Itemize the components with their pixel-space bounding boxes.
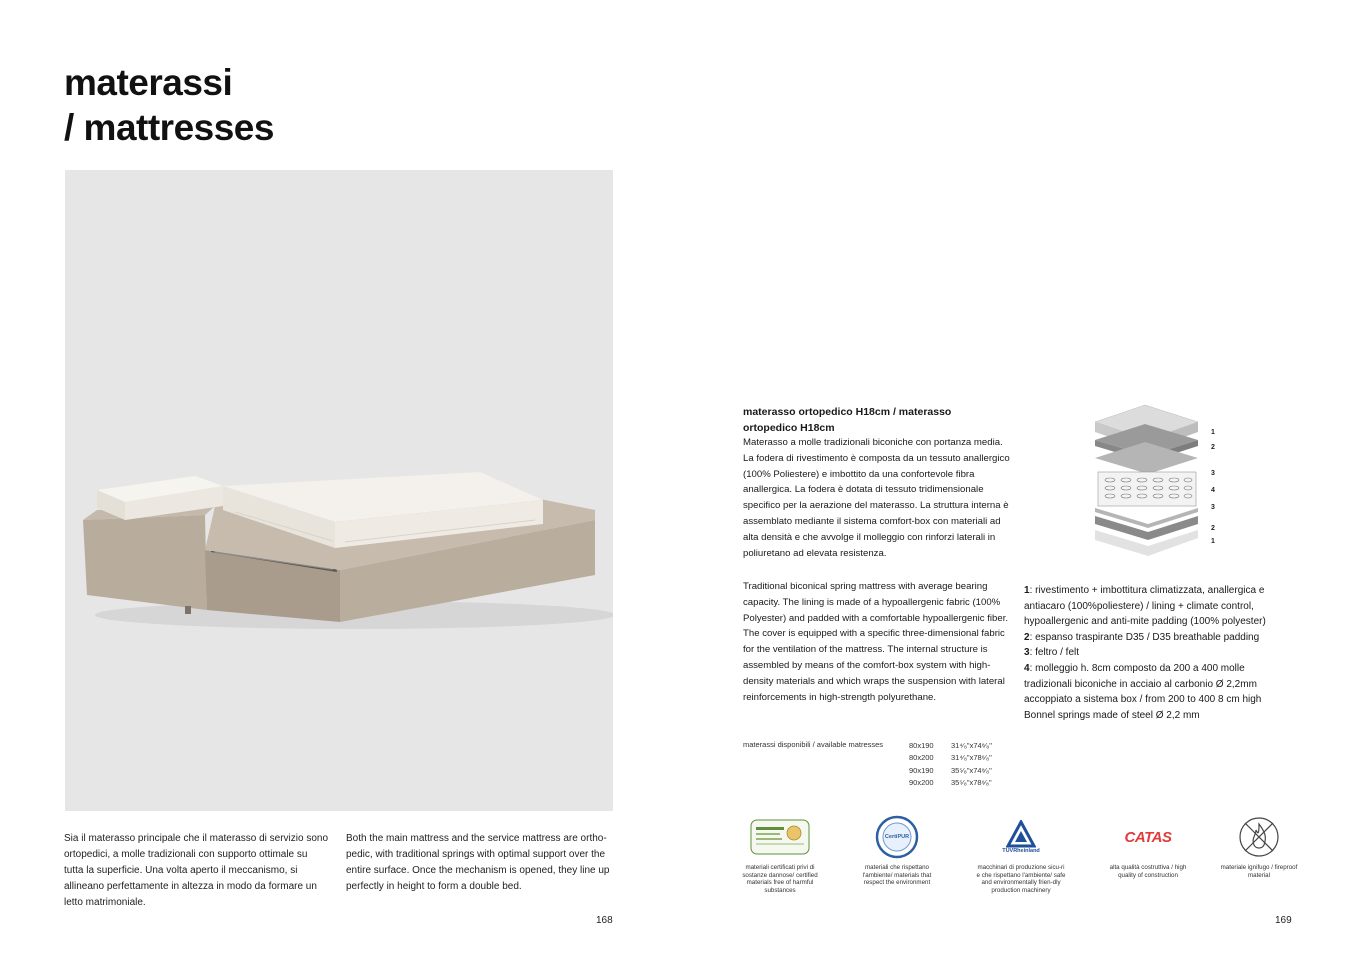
page-title: [64, 60, 274, 150]
catas-text: CATAS: [1124, 828, 1172, 846]
layer-label-3-bottom: 3: [1211, 504, 1215, 511]
page-number-left: 168: [596, 915, 613, 926]
tuv-rheinland-icon: [976, 812, 1066, 862]
cert-catas: [1103, 812, 1193, 879]
layer-label-1-bottom: 1: [1211, 538, 1215, 545]
sizes-cm: [909, 740, 934, 789]
size-cm: 80x200: [909, 753, 934, 763]
page-number-right: 169: [1275, 915, 1292, 926]
cert-label: materiali che rispettano l'ambiente/ materials that respect the environment: [862, 864, 932, 887]
description-english: Traditional biconical spring mattress with average bearing capacity. The lining is made of a hypoallergenic fabric (100% Polyester) and padded with a comfortable hypoallergenic fiber. The cover is equipped with a specific three-dimensional fabric for the ventilation of the mattress. The internal structure is assembled by means of the comfort-box system with high-density materials and which wraps the suspension with lateral reinforcements in high-strength polyurethane.: [743, 581, 1009, 703]
size-inches: 35⁵⁄₈"x78⁶⁄₈": [951, 777, 992, 787]
cert-label: materiali certificati privi di sostanze dannose/ certified materials free of harmful substances: [742, 864, 818, 894]
cert-label: alta qualità costruttiva / high quality of construction: [1109, 864, 1187, 879]
product-photo: [65, 170, 613, 811]
layers-legend: [1024, 583, 1294, 723]
size-cm: 80x190: [909, 741, 934, 750]
cert-tuv: [976, 812, 1066, 894]
cert-label: macchinari di produzione sicu-ri e che rispettano l'ambiente/ safe and environmentally frien-dly production machinery: [976, 864, 1066, 894]
size-cm: 90x200: [909, 777, 934, 787]
fireproof-icon: [1214, 812, 1304, 862]
mattress-layer-diagram: [1090, 400, 1215, 565]
layer-label-2-top: 2: [1211, 444, 1215, 451]
layer-item: 1: rivestimento + imbottitura climatizzata, anallergica e antiacaro (100%poliestere) / lining + climate control, hypoallergenic and anti-mite padding (100% polyester): [1024, 585, 1266, 628]
product-title: materasso ortopedico H18cm / materasso ortopedico H18cm: [743, 406, 952, 434]
layer-label-3-top: 3: [1211, 470, 1215, 477]
size-inches: 31⁴⁄₈"x78⁶⁄₈": [951, 753, 992, 763]
bed-illustration: [65, 170, 613, 811]
tuv-text: TÜVRheinland: [1002, 848, 1040, 854]
caption-english: Both the main mattress and the service mattress are ortho-pedic, with traditional springs with optimal support over the entire surface. Once the mechanism is opened, they line up perfectly in height to form a double bed.: [346, 833, 610, 892]
size-cm: 90x190: [909, 765, 934, 775]
certipur-text: CertiPUR: [884, 834, 910, 840]
size-inches: 31⁴⁄₈"x74⁸⁄₈": [951, 741, 992, 750]
sizes-inches: [951, 740, 992, 789]
layer-label-4: 4: [1211, 487, 1215, 494]
certipur-icon: [852, 812, 942, 862]
certified-materials-icon: [735, 812, 825, 862]
layer-item: 2: espanso traspirante D35 / D35 breathable padding: [1024, 631, 1260, 643]
title-line-2: / mattresses: [64, 107, 274, 148]
size-inches: 35⁵⁄₈"x74⁸⁄₈": [951, 765, 992, 775]
description-italian: Materasso a molle tradizionali biconiche con portanza media. La fodera di rivestimento è composta da un tessuto anallergico (100% Poliestere) e imbottito da una confortevole fibra anallergica. La fodera è dotata di tessuto tridimensionale specifico per la aerazione del materasso. La struttura interna è assemblato mediante il sistema comfort-box con materiali ad alta densità e che avvolge il molleggio con rinforzi laterali in poliuretano ad elevata resistenza.: [743, 437, 1010, 559]
title-line-1: materassi: [64, 62, 233, 103]
cert-certified-materials: [735, 812, 825, 894]
available-sizes-label: materassi disponibili / available matresses: [743, 740, 884, 749]
catas-icon: [1103, 812, 1193, 862]
layer-stack-illustration: [1090, 400, 1210, 560]
caption-italian: Sia il materasso principale che il materasso di servizio sono ortopedici, a molle tradizionali con supporto ottimale su tutta la superficie. Una volta aperto il meccanismo, si allineano perfettamente in altezza in modo da formare un letto matrimoniale.: [64, 833, 329, 908]
layer-item: 3: feltro / felt: [1024, 647, 1080, 659]
cert-label: materiale ignifugo / fireproof material: [1220, 864, 1298, 879]
layer-label-2-bottom: 2: [1211, 525, 1215, 532]
cert-certipur: [852, 812, 942, 887]
layer-item: 4: molleggio h. 8cm composto da 200 a 400 molle tradizionali biconiche in acciaio al carbonio Ø 2,2mm accoppiato a sistema box / from 200 to 400 8 cm high Bonnel springs made of steel Ø 2,2 mm: [1024, 662, 1262, 721]
layer-label-1-top: 1: [1211, 429, 1215, 436]
cert-fireproof: [1214, 812, 1304, 879]
